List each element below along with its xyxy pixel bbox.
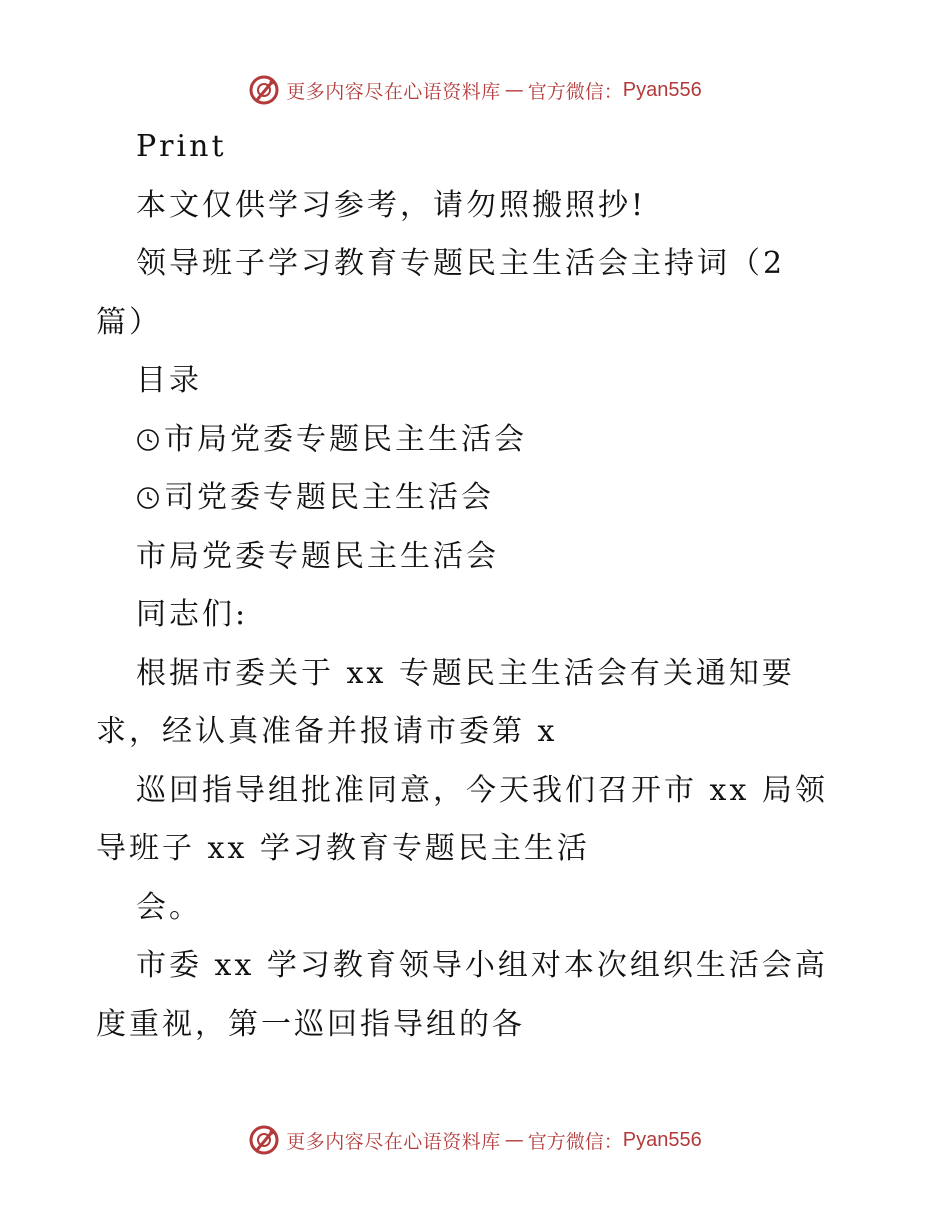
banner-separator: — [504, 79, 524, 101]
section-heading: 市局党委专题民主生活会 [136, 538, 499, 574]
paragraph-2-line-1: 巡回指导组批准同意，今天我们召开市 xx 局领 [136, 772, 828, 808]
footer-watermark-banner [0, 1120, 950, 1160]
toc-item[interactable] [96, 411, 856, 470]
print-label: Print [136, 129, 227, 164]
banner-promo-text: 更多内容尽在心语资料库 [286, 80, 501, 103]
paragraph-3-line-1: 会。 [136, 889, 202, 925]
toc-item-label: 司党委专题民主生活会 [164, 480, 494, 515]
header-watermark-banner [0, 70, 950, 110]
logo-icon [248, 74, 280, 106]
banner-separator: — [504, 1129, 524, 1151]
banner-wechat-id: Pyan556 [622, 78, 702, 101]
toc-item-label: 市局党委专题民主生活会 [164, 421, 527, 457]
document-title-line-1: 领导班子学习教育专题民主生活会主持词（2 [136, 246, 786, 281]
salutation: 同志们: [136, 597, 249, 632]
paragraph-2-line-2: 导班子 xx 学习教育专题民主生活 [96, 831, 590, 866]
paragraph-4-line-2: 度重视，第一巡回指导组的各 [96, 1006, 525, 1042]
clock-icon [136, 428, 160, 452]
toc-heading: 目录 [136, 363, 202, 398]
banner-wechat-label: 官方微信： [527, 80, 623, 103]
clock-icon [136, 486, 160, 510]
notice-text: 本文仅供学习参考，请勿照搬照抄! [136, 187, 647, 223]
toc-item[interactable] [96, 469, 856, 528]
paragraph-4-line-1: 市委 xx 学习教育领导小组对本次组织生活会高 [136, 948, 828, 983]
banner-wechat-label: 官方微信： [527, 1130, 623, 1153]
banner-promo-text: 更多内容尽在心语资料库 [286, 1130, 501, 1153]
paragraph-1-line-1: 根据市委关于 xx 专题民主生活会有关通知要 [136, 655, 795, 691]
banner-wechat-id: Pyan556 [622, 1128, 702, 1151]
document-body [96, 118, 856, 1054]
logo-icon [248, 1124, 280, 1156]
document-title-line-2: 篇） [96, 304, 162, 340]
paragraph-1-line-2: 求，经认真准备并报请市委第 x [96, 714, 558, 749]
